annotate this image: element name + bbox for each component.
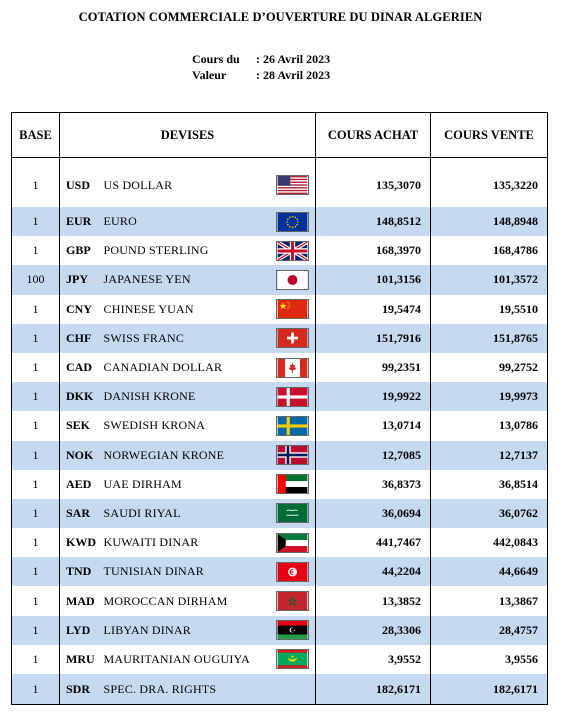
row-cours-achat: 168,3970 [316, 236, 431, 265]
table-row [12, 324, 548, 353]
row-flag-cell [270, 382, 316, 411]
row-currency-name: POUND STERLING [103, 243, 209, 258]
row-base: 1 [12, 441, 60, 470]
row-currency-name: MOROCCAN DIRHAM [103, 593, 228, 608]
table-row [12, 499, 548, 528]
row-cours-achat: 13,3852 [316, 586, 431, 615]
table-row [12, 616, 548, 645]
row-currency-code: SEK [66, 418, 91, 433]
tunisia-flag-icon [276, 562, 309, 582]
row-flag-cell [270, 295, 316, 324]
row-currency-name: SAUDI RIYAL [102, 499, 270, 528]
table-header-row [12, 113, 548, 158]
row-cours-vente: 36,0762 [431, 499, 548, 528]
row-currency-code: CHF [60, 324, 102, 353]
table-row [12, 586, 548, 615]
row-cours-achat: 182,6171 [316, 674, 431, 705]
row-currency-name: MAURITANIAN OUGUIYA [103, 651, 250, 666]
row-cours-achat: 19,5474 [316, 295, 431, 324]
row-currency-name: CHINESE YUAN [103, 301, 194, 316]
japan-flag-icon [276, 270, 309, 290]
row-flag-cell [270, 158, 316, 208]
uae-flag-icon [276, 474, 309, 494]
row-base: 1 [12, 470, 60, 499]
row-cours-achat: 99,2351 [316, 353, 431, 382]
row-cours-vente: 13,0786 [431, 411, 548, 440]
row-cours-achat: 151,7916 [316, 324, 431, 353]
row-currency-name: LIBYAN DINAR [102, 616, 270, 645]
row-flag-cell [270, 528, 316, 557]
row-currency-code: KWD [66, 535, 96, 550]
row-cours-achat: 19,9922 [316, 382, 431, 411]
row-cours-achat: 12,7085 [316, 441, 431, 470]
row-cours-vente: 19,9973 [431, 382, 548, 411]
row-flag-cell [270, 645, 316, 674]
row-currency-code: LYD [60, 616, 102, 645]
row-currency-name: US DOLLAR [103, 177, 173, 192]
row-base: 1 [12, 586, 60, 615]
row-currency-name: CANADIAN DOLLAR [103, 360, 223, 375]
row-cours-vente: 99,2752 [431, 353, 548, 382]
eu-flag-icon [276, 212, 309, 232]
row-base: 1 [12, 645, 60, 674]
header-cours-vente: COURS VENTE [431, 113, 548, 158]
row-cours-achat: 28,3306 [316, 616, 431, 645]
exchange-rate-table [11, 112, 548, 705]
row-cours-vente: 148,8948 [431, 207, 548, 236]
table-row [12, 441, 548, 470]
row-cours-achat: 148,8512 [316, 207, 431, 236]
row-flag-cell [270, 586, 316, 615]
row-currency-code: CAD [66, 360, 92, 375]
row-flag-cell [270, 441, 316, 470]
row-cours-vente: 135,3220 [431, 158, 548, 208]
cours-date-label: Cours du [192, 52, 240, 66]
row-currency-name: UAE DIRHAM [103, 476, 182, 491]
row-base: 1 [12, 616, 60, 645]
denmark-flag-icon [276, 387, 309, 407]
table-row [12, 353, 548, 382]
valeur-date-label: Valeur [192, 68, 227, 82]
row-base: 1 [12, 411, 60, 440]
kuwait-flag-icon [276, 533, 309, 553]
header-cours-achat: COURS ACHAT [316, 113, 431, 158]
row-flag-cell [270, 674, 316, 705]
row-base: 1 [12, 353, 60, 382]
mauritania-flag-icon [276, 649, 309, 669]
header-devises: DEVISES [60, 113, 316, 158]
row-cours-vente: 442,0843 [431, 528, 548, 557]
table-row [12, 236, 548, 265]
saudi-flag-icon [276, 503, 309, 523]
row-currency-name: DANISH KRONE [102, 382, 270, 411]
row-cours-vente: 182,6171 [431, 674, 548, 705]
row-flag-cell [270, 411, 316, 440]
row-currency-name: SWEDISH KRONA [103, 418, 206, 433]
row-base: 1 [12, 674, 60, 705]
cours-date-value: : 26 Avril 2023 [256, 52, 331, 66]
row-currency-name: KUWAITI DINAR [103, 535, 199, 550]
row-flag-cell [270, 353, 316, 382]
row-currency-name: SPEC. DRA. RIGHTS [102, 674, 270, 705]
table-row [12, 382, 548, 411]
row-cours-vente: 13,3867 [431, 586, 548, 615]
row-cours-vente: 151,8765 [431, 324, 548, 353]
row-cours-vente: 36,8514 [431, 470, 548, 499]
row-base: 1 [12, 557, 60, 586]
row-base: 1 [12, 236, 60, 265]
uk-flag-icon [276, 241, 309, 261]
row-currency-code: AED [66, 476, 92, 491]
table-row [12, 207, 548, 236]
row-currency-name: EURO [102, 207, 270, 236]
row-cours-vente: 168,4786 [431, 236, 548, 265]
sweden-flag-icon [276, 416, 309, 436]
row-currency-code: USD [66, 177, 91, 192]
table-row [12, 295, 548, 324]
row-flag-cell [270, 324, 316, 353]
row-flag-cell [270, 207, 316, 236]
row-flag-cell [270, 265, 316, 294]
row-cours-achat: 3,9552 [316, 645, 431, 674]
row-cours-vente: 44,6649 [431, 557, 548, 586]
row-base: 1 [12, 158, 60, 208]
row-currency-name: NORWEGIAN KRONE [102, 441, 270, 470]
table-row [12, 411, 548, 440]
row-cours-vente: 19,5510 [431, 295, 548, 324]
row-cours-achat: 101,3156 [316, 265, 431, 294]
row-flag-cell [270, 557, 316, 586]
table-row [12, 645, 548, 674]
row-base: 1 [12, 324, 60, 353]
header-base: BASE [12, 113, 60, 158]
libya-flag-icon [276, 620, 309, 640]
row-currency-code: DKK [60, 382, 102, 411]
row-base: 1 [12, 295, 60, 324]
row-currency-code: JPY [60, 265, 102, 294]
table-row [12, 674, 548, 705]
table-row [12, 557, 548, 586]
table-row [12, 528, 548, 557]
row-currency-code: CNY [66, 301, 92, 316]
us-flag-icon [276, 175, 309, 195]
row-currency-name: SWISS FRANC [102, 324, 270, 353]
table-row [12, 470, 548, 499]
china-flag-icon [276, 299, 309, 319]
row-base: 1 [12, 382, 60, 411]
norway-flag-icon [276, 445, 309, 465]
row-flag-cell [270, 499, 316, 528]
row-cours-achat: 36,8373 [316, 470, 431, 499]
row-cours-achat: 135,3070 [316, 158, 431, 208]
canada-flag-icon [276, 358, 309, 378]
row-currency-code: SAR [60, 499, 102, 528]
row-flag-cell [270, 616, 316, 645]
row-cours-achat: 441,7467 [316, 528, 431, 557]
row-currency-code: NOK [60, 441, 102, 470]
row-base: 100 [12, 265, 60, 294]
row-currency-code: GBP [66, 243, 91, 258]
row-cours-achat: 44,2204 [316, 557, 431, 586]
row-cours-vente: 12,7137 [431, 441, 548, 470]
swiss-flag-icon [276, 328, 309, 348]
row-flag-cell [270, 236, 316, 265]
row-flag-cell [270, 470, 316, 499]
row-currency-code: SDR [60, 674, 102, 705]
page-title: COTATION COMMERCIALE D’OUVERTURE DU DINAR ALGERIEN [78, 10, 483, 24]
row-cours-vente: 28,4757 [431, 616, 548, 645]
row-base: 1 [12, 528, 60, 557]
table-row [12, 265, 548, 294]
row-cours-achat: 36,0694 [316, 499, 431, 528]
row-currency-code: MAD [66, 593, 95, 608]
row-cours-achat: 13,0714 [316, 411, 431, 440]
row-currency-code: EUR [60, 207, 102, 236]
table-row [12, 158, 548, 208]
row-base: 1 [12, 499, 60, 528]
row-currency-code: MRU [66, 651, 95, 666]
morocco-flag-icon [276, 591, 309, 611]
row-currency-name: JAPANESE YEN [102, 265, 270, 294]
row-cours-vente: 101,3572 [431, 265, 548, 294]
quotation-dates [192, 51, 330, 83]
row-currency-code: TND [60, 557, 102, 586]
row-base: 1 [12, 207, 60, 236]
row-cours-vente: 3,9556 [431, 645, 548, 674]
valeur-date-value: : 28 Avril 2023 [256, 68, 331, 82]
row-currency-name: TUNISIAN DINAR [102, 557, 270, 586]
